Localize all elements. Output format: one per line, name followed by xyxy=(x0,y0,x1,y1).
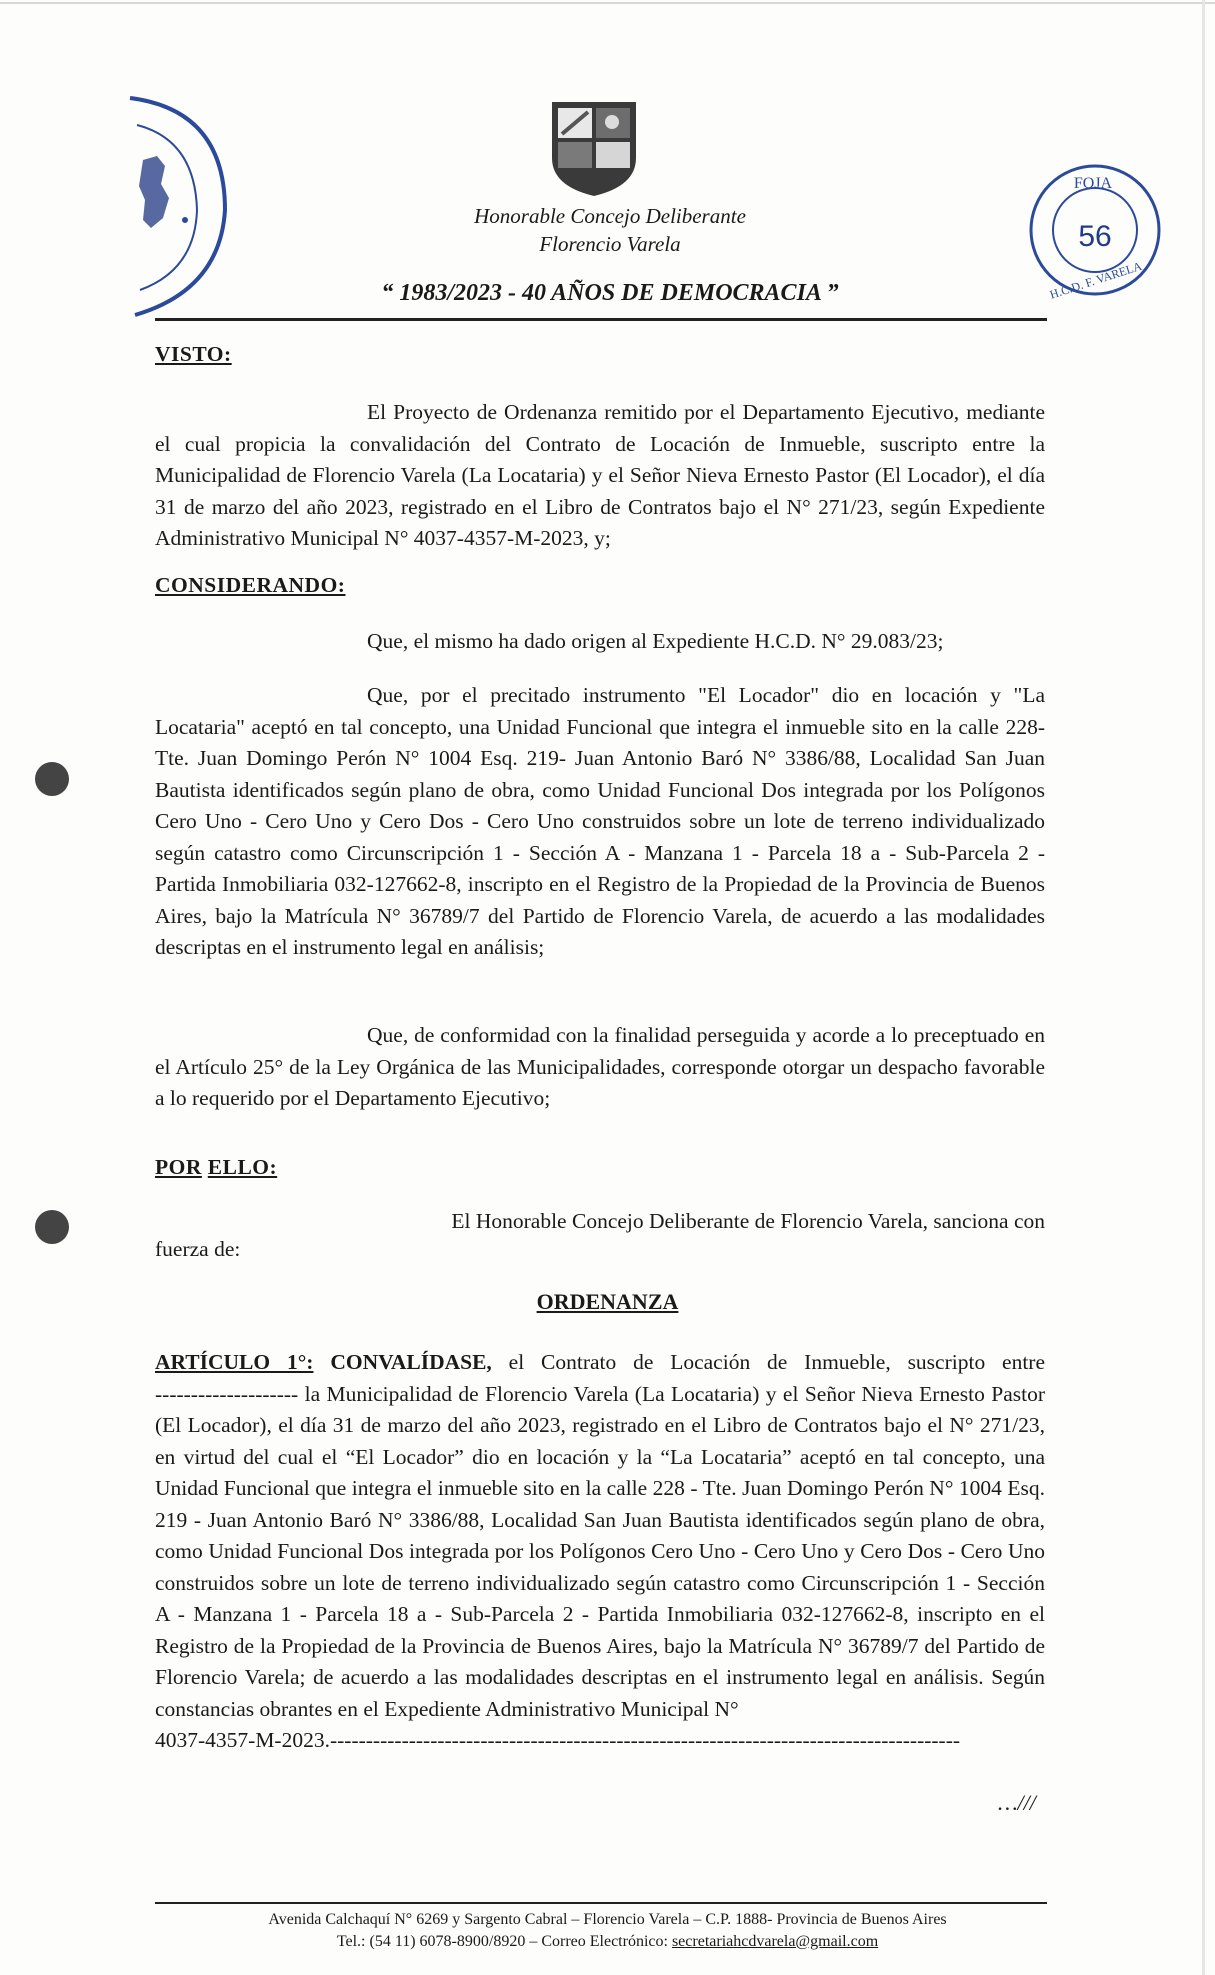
footer-email-link[interactable]: secretariahcdvarela@gmail.com xyxy=(671,1933,879,1950)
articulo-1-first-line-text: el Contrato de Locación de Inmueble, suscripto entre xyxy=(508,1350,1046,1374)
articulo-1-text: la Municipalidad de Florencio Varela (La Locataria) y el Señor Nieva Ernesto Pastor (El Locador), el día 31 de marzo del año 2023, registrado en el Libro de Contratos bajo el N° 271/23, en virtud del cual el “El Locador” dio en locación y la “La Locataria” aceptó en tal concepto, una Unidad Funcional que integra el inmueble sito en la calle 228 - Tte. Juan Domingo Perón N° 1004 Esq. 219 - Juan Antonio Baró N° 3386/88, Localidad San Juan Bautista identificados según plano de obra, como Unidad Funcional Dos integrada por los Polígonos Cero Uno - Cero Uno y Cero Dos - Cero Uno construidos sobre un lote de terreno individualizado según catastro como Circunscripción 1 - Sección A - Manzana 1 - Parcela 18 a - Sub-Parcela 2 - Partida Inmobiliaria 032-127662-8, inscripto en el Registro de la Propiedad de la Provincia de Buenos Aires, bajo la Matrícula N° 36789/7 del Partido de Florencio Varela; de acuerdo a las modalidades descriptas en el instrumento legal en análisis. Según constancias obrantes en el Expediente Administrativo Municipal N° xyxy=(155,1381,1045,1721)
folio-stamp-label-bottom: H.C.D. F. VARELA xyxy=(1047,258,1144,302)
articulo-1 xyxy=(155,1347,1045,1757)
por-ello-word-2: ELLO: xyxy=(207,1155,278,1179)
visto-heading: VISTO: xyxy=(155,342,232,366)
articulo-1-dashes: -------------------- xyxy=(155,1381,299,1406)
articulo-1-first-line xyxy=(155,1347,1045,1379)
footer-address: Avenida Calchaquí N° 6269 y Sargento Cabral – Florencio Varela – C.P. 1888- Provincia de Buenos Aires xyxy=(268,1911,947,1928)
considerando-heading: CONSIDERANDO: xyxy=(155,573,346,597)
municipal-crest-icon xyxy=(548,98,640,198)
por-ello-text-line-1: El Honorable Concejo Deliberante de Florencio Varela, sanciona con xyxy=(451,1209,1045,1233)
institution-name xyxy=(400,202,820,258)
por-ello-text-line-2: fuerza de: xyxy=(155,1237,241,1261)
deliberante-seal-stamp xyxy=(125,90,235,320)
considerando-paragraph-3: Que, de conformidad con la finalidad perseguida y acorde a lo preceptuado en el Artículo 25° de la Ley Orgánica de las Municipalidades, corresponde otorgar un despacho favorable a lo requerido por el Departamento Ejecutivo; xyxy=(155,1023,1045,1110)
considerando-paragraph-1: Que, el mismo ha dado origen al Expediente H.C.D. N° 29.083/23; xyxy=(367,629,944,653)
footer-phone: Tel.: (54 11) 6078-8900/8920 – Correo Electrónico: xyxy=(336,1933,668,1950)
footer-contact xyxy=(0,1933,1215,1951)
institution-line-2: Florencio Varela xyxy=(539,232,681,256)
continuation-mark: …/// xyxy=(998,1790,1036,1815)
articulo-1-label: ARTÍCULO 1°: xyxy=(155,1350,314,1374)
punch-hole xyxy=(35,762,69,796)
letterhead xyxy=(0,0,1215,330)
visto-paragraph: El Proyecto de Ordenanza remitido por el Departamento Ejecutivo, mediante el cual propicia la convalidación del Contrato de Locación de Inmueble, suscripto entre la Municipalidad de Florencio Varela (La Locataria) y el Señor Nieva Ernesto Pastor (El Locador), el día 31 de marzo del año 2023, registrado en el Libro de Contratos bajo el N° 271/23, según Expediente Administrativo Municipal N° 4037-4357-M-2023, y; xyxy=(155,400,1045,550)
folio-stamp xyxy=(1015,158,1170,308)
por-ello-heading xyxy=(155,1155,277,1180)
articulo-1-body xyxy=(155,1379,1045,1726)
footer-divider xyxy=(155,1902,1047,1904)
ordenanza-title: ORDENANZA xyxy=(536,1289,679,1314)
punch-hole xyxy=(35,1210,69,1244)
folio-page-number: 56 xyxy=(1078,220,1112,253)
institution-line-1: Honorable Concejo Deliberante xyxy=(474,204,746,228)
por-ello-word-1: POR xyxy=(155,1155,202,1179)
motto: “ 1983/2023 - 40 AÑOS DE DEMOCRACIA ” xyxy=(381,280,839,306)
header-divider xyxy=(155,318,1047,321)
articulo-1-verb: CONVALÍDASE, xyxy=(330,1350,492,1374)
folio-stamp-label-top: FOJA xyxy=(1073,175,1113,192)
considerando-paragraph-2: Que, por el precitado instrumento "El Locador" dio en locación y "La Locataria" aceptó en tal concepto, una Unidad Funcional que integra el inmueble sito en la calle 228- Tte. Juan Domingo Perón N° 1004 Esq. 219- Juan Antonio Baró N° 3386/88, Localidad San Juan Bautista identificados según plano de obra, como Unidad Funcional Dos integrada por los Polígonos Cero Uno - Cero Uno y Cero Dos - Cero Uno construidos sobre un lote de terreno individualizado según catastro como Circunscripción 1 - Sección A - Manzana 1 - Parcela 18 a - Sub-Parcela 2 - Partida Inmobiliaria 032-127662-8, inscripto en el Registro de la Propiedad de la Provincia de Buenos Aires, bajo la Matrícula N° 36789/7 del Partido de Florencio Varela, de acuerdo a las modalidades descriptas en el instrumento legal en análisis; xyxy=(155,683,1045,959)
articulo-1-last-line: 4037-4357-M-2023.---------------------------------------------------------------------------------------- xyxy=(155,1728,961,1752)
